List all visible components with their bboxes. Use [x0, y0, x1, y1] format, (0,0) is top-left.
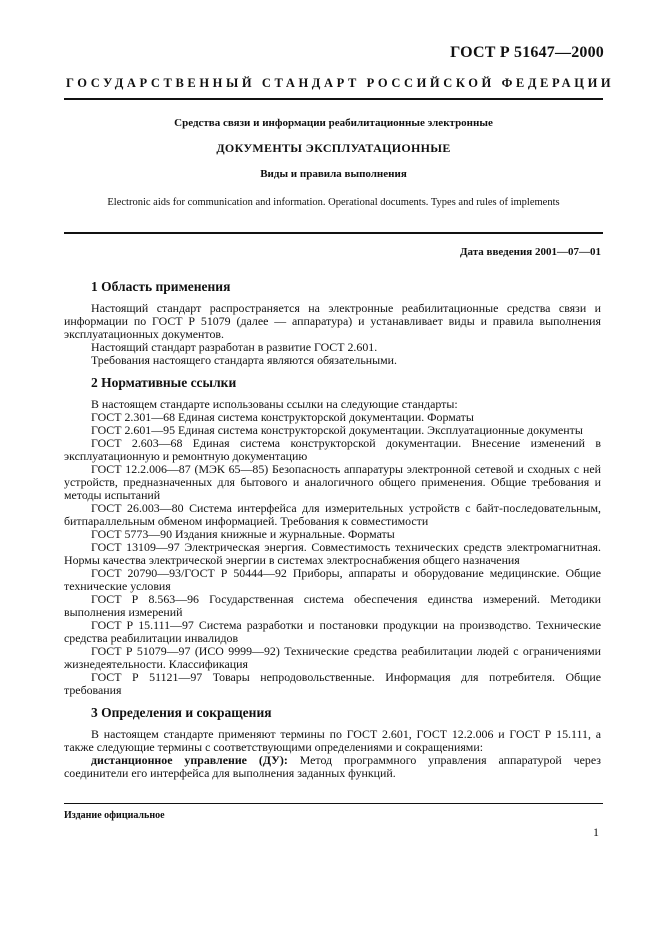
page-number: 1: [593, 825, 599, 839]
introduction-date: Дата введения 2001—07—01: [459, 246, 601, 258]
edition-note: Издание официальное: [64, 810, 165, 821]
reference-item: ГОСТ 5773—90 Издания книжные и журнальные. Форматы: [91, 527, 395, 541]
footer-divider: [64, 803, 603, 804]
top-divider: [64, 98, 603, 100]
reference-item: ГОСТ 12.2.006—87 (МЭК 65—85) Безопасность аппаратуры электронной сетевой и сходных с ней устройств, предназначенных для бытового и аналогичного общего применения. Общие требования и методы испытаний: [64, 462, 601, 502]
definition-paragraph: [64, 754, 601, 780]
title-line-1: Средства связи и информации реабилитационные электронные: [174, 117, 493, 129]
document-body: [64, 279, 601, 780]
reference-item: ГОСТ Р 51079—97 (ИСО 9999—92) Технические средства реабилитации людей с ограничениями жизнедеятельности. Классификация: [64, 644, 601, 671]
title-line-3: Виды и правила выполнения: [260, 168, 407, 180]
section-3-heading: 3 Определения и сокращения: [91, 705, 272, 720]
reference-item: ГОСТ 2.601—95 Единая система конструкторской документации. Эксплуатационные документы: [91, 423, 583, 437]
document-code: ГОСТ Р 51647—2000: [450, 44, 604, 61]
section-1-heading: 1 Область применения: [91, 279, 231, 294]
paragraph: В настоящем стандарте применяют термины по ГОСТ 2.601, ГОСТ 12.2.006 и ГОСТ Р 15.111, а также следующие термины с соответствующими определениями и сокращениями:: [64, 727, 601, 754]
english-title: Electronic aids for communication and information. Operational documents. Types and rules of implements: [107, 197, 560, 208]
term: дистанционное управление (ДУ):: [91, 753, 288, 767]
reference-item: ГОСТ 20790—93/ГОСТ Р 50444—92 Приборы, аппараты и оборудование медицинские. Общие технические условия: [64, 566, 601, 593]
reference-item: ГОСТ 2.603—68 Единая система конструкторской документации. Внесение изменений в эксплуатационную и ремонтную документацию: [64, 436, 601, 463]
reference-item: ГОСТ 26.003—80 Система интерфейса для измерительных устройств с байт-последовательным, битпараллельным обменом информацией. Требования к совместимости: [64, 501, 601, 528]
reference-item: ГОСТ 13109—97 Электрическая энергия. Совместимость технических средств электромагнитная. Нормы качества электрической энергии в системах электроснабжения общего назначения: [64, 540, 601, 567]
title-divider: [64, 232, 603, 234]
section-2-heading: 2 Нормативные ссылки: [91, 375, 237, 390]
reference-item: ГОСТ 2.301—68 Единая система конструкторской документации. Форматы: [91, 410, 474, 424]
term-definition: Метод программного управления аппаратурой через соединители его интерфейса для выполнения заданных функций.: [64, 753, 601, 780]
paragraph: Требования настоящего стандарта являются обязательными.: [91, 353, 397, 367]
reference-item: ГОСТ Р 8.563—96 Государственная система обеспечения единства измерений. Методики выполнения измерений: [64, 592, 601, 619]
paragraph: Настоящий стандарт распространяется на электронные реабилитационные средства связи и информации по ГОСТ Р 51079 (далее — аппаратура) и устанавливает виды и правила выполнения эксплуатационных документов.: [64, 301, 601, 341]
title-line-2: ДОКУМЕНТЫ ЭКСПЛУАТАЦИОННЫЕ: [216, 141, 451, 155]
paragraph: Настоящий стандарт разработан в развитие ГОСТ 2.601.: [91, 340, 378, 354]
state-standard-title: ГОСУДАРСТВЕННЫЙ СТАНДАРТ РОССИЙСКОЙ ФЕДЕРАЦИИ: [66, 76, 615, 90]
paragraph: В настоящем стандарте использованы ссылки на следующие стандарты:: [91, 397, 458, 411]
reference-item: ГОСТ Р 15.111—97 Система разработки и постановки продукции на производство. Технические средства реабилитации инвалидов: [64, 618, 601, 645]
reference-item: ГОСТ Р 51121—97 Товары непродовольственные. Информация для потребителя. Общие требования: [64, 670, 601, 697]
